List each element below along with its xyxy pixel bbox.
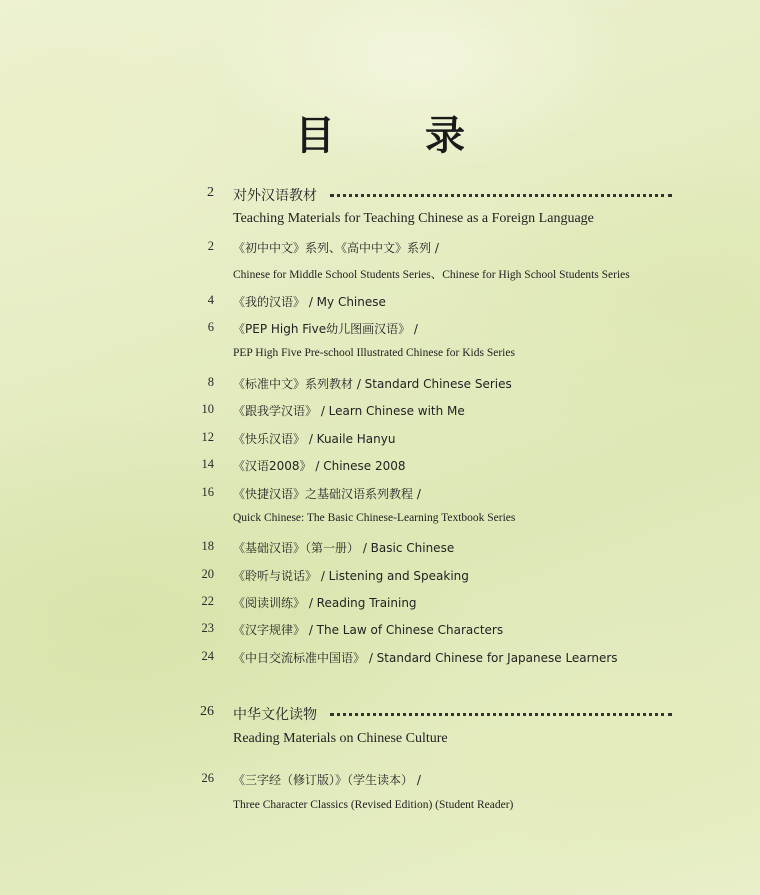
entry-page-number: 6 xyxy=(207,320,214,334)
entry-title: 《我的汉语》 / My Chinese xyxy=(233,295,386,309)
entry-page-number: 23 xyxy=(201,621,214,635)
page-title: 目 录 xyxy=(295,113,503,159)
entry-page-number: 10 xyxy=(201,402,214,416)
entry-title: 《标准中文》系列教材 / Standard Chinese Series xyxy=(233,377,512,391)
entry-page-number: 12 xyxy=(201,430,214,444)
entry-title-en: Chinese for Middle School Students Series、Chinese for High School Students Series xyxy=(233,269,630,281)
leader-dots xyxy=(330,713,672,716)
entry-title: 《汉语2008》 / Chinese 2008 xyxy=(233,459,406,473)
section-page-number: 2 xyxy=(207,185,214,200)
entry-title: 《快捷汉语》之基础汉语系列教程 / xyxy=(233,487,421,501)
entry-page-number: 16 xyxy=(201,485,214,499)
entry-title: 《中日交流标准中国语》 / Standard Chinese for Japanese Learners xyxy=(233,651,618,665)
entry-title: 《跟我学汉语》 / Learn Chinese with Me xyxy=(233,404,465,418)
entry-page-number: 18 xyxy=(201,539,214,553)
entry-page-number: 22 xyxy=(201,594,214,608)
entry-page-number: 4 xyxy=(207,293,214,307)
section-title-en: Reading Materials on Chinese Culture xyxy=(233,731,448,746)
entry-title: 《快乐汉语》 / Kuaile Hanyu xyxy=(233,432,396,446)
entry-title-en: Quick Chinese: The Basic Chinese-Learning Textbook Series xyxy=(233,512,516,524)
entry-page-number: 8 xyxy=(207,375,214,389)
entry-page-number: 14 xyxy=(201,457,214,471)
entry-title: 《基础汉语》（第一册） / Basic Chinese xyxy=(233,541,455,555)
entry-title: 《PEP High Five幼儿图画汉语》 / xyxy=(233,322,418,336)
entry-title: 《聆听与说话》 / Listening and Speaking xyxy=(233,569,469,583)
leader-dots xyxy=(330,194,672,197)
entry-title: 《汉字规律》 / The Law of Chinese Characters xyxy=(233,623,504,637)
entry-title-en: Three Character Classics (Revised Edition) (Student Reader) xyxy=(233,799,514,811)
entry-page-number: 20 xyxy=(201,567,214,581)
entry-title: 《初中中文》系列、《高中中文》系列 / xyxy=(233,241,439,255)
section-page-number: 26 xyxy=(200,704,214,719)
entry-title: 《阅读训练》 / Reading Training xyxy=(233,596,417,610)
section-title-zh: 对外汉语教材 xyxy=(233,188,317,204)
entry-title-en: PEP High Five Pre-school Illustrated Chinese for Kids Series xyxy=(233,347,515,359)
entry-page-number: 24 xyxy=(201,649,214,663)
entry-title: 《三字经（修订版）》（学生读本） / xyxy=(233,773,421,787)
section-title-zh: 中华文化读物 xyxy=(233,707,317,723)
entry-page-number: 26 xyxy=(201,771,214,785)
entry-page-number: 2 xyxy=(207,239,214,253)
section-title-en: Teaching Materials for Teaching Chinese as a Foreign Language xyxy=(233,211,594,226)
